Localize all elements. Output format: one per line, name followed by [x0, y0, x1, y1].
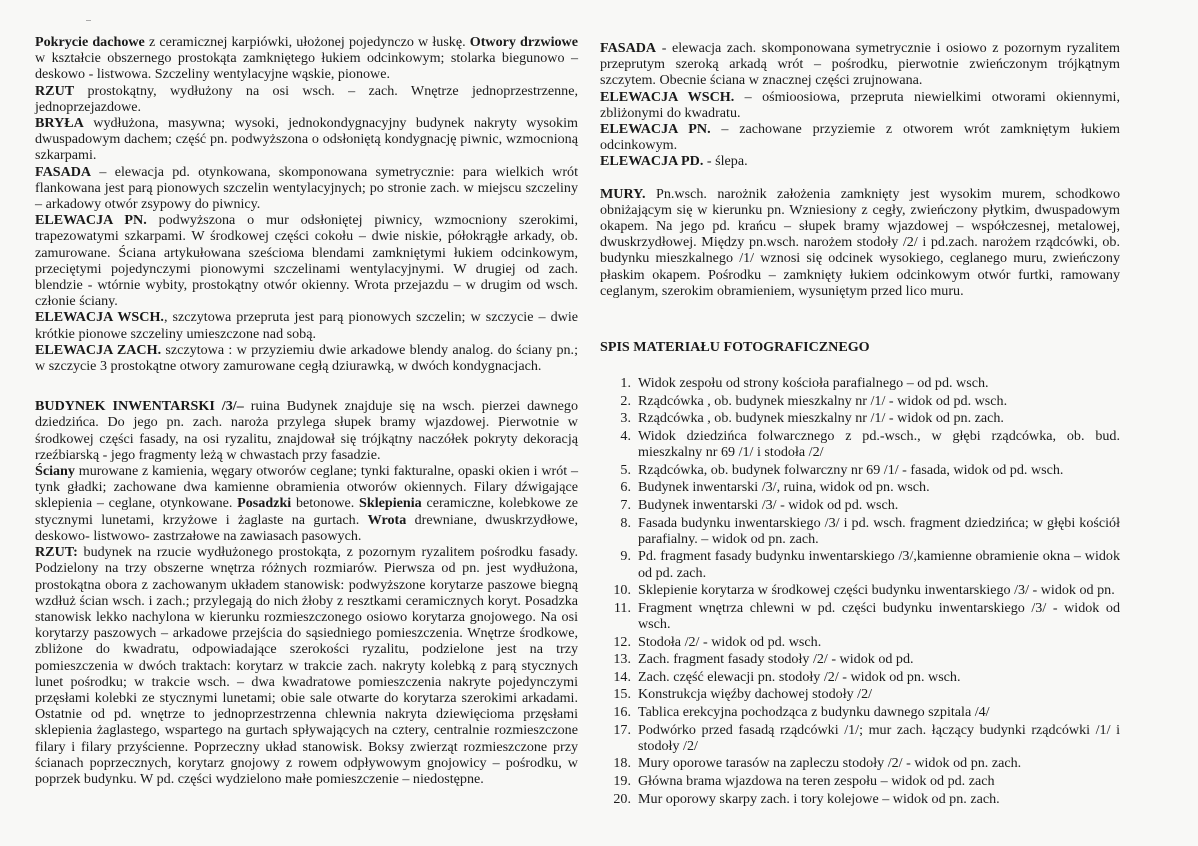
list-item-text: Zach. fragment fasady stodoły /2/ - widok od pd. — [638, 651, 914, 668]
term-north-elevation-2: ELEWACJA PN. — [600, 121, 711, 138]
text-south-elevation: - ślepa. — [703, 153, 748, 170]
list-item-text: Mury oporowe tarasów na zapleczu stodoły /2/ - widok od pn. zach. — [638, 755, 1022, 772]
term-walls: Ściany — [35, 463, 75, 480]
paragraph-east-elevation — [35, 309, 578, 341]
text-livestock-building: ruina Budynek znajduje się na wsch. pierzei dawnego dziedzińca. Do jego pn. zach. naroża przylega słupek bramy wjazdowej. Pierwotnie w środkowej części fasady, na osi ryzalitu, znajdował się trójkątny naczółek pokryty dekoracją rzeźbiarską - jego fragmenty leżą w chwastach przy fasadzie. — [35, 398, 579, 463]
paragraph-massing — [35, 115, 578, 164]
list-item-number: 19. — [613, 772, 631, 789]
list-item-number: 16. — [613, 703, 631, 720]
list-item-number: 9. — [620, 548, 631, 565]
list-item-text: Rządcówka, ob. budynek folwarczny nr 69 /1/ - fasada, widok od pd. wsch. — [638, 461, 1064, 478]
list-item — [600, 428, 1120, 460]
text-plan: prostokątny, wydłużony na osi wsch. – zach. Wnętrze jednoprzestrzenne, jednoprzejazdowe. — [35, 82, 578, 115]
list-item-number: 15. — [613, 686, 631, 703]
list-item-text: Mur oporowy skarpy zach. i tory kolejowe – widok od pn. zach. — [638, 790, 1000, 807]
list-item — [600, 686, 1120, 702]
list-item — [600, 600, 1120, 632]
paragraph-facade-west — [600, 40, 1120, 89]
text-gates: drewniane, dwuskrzydłowe, deskowo- listwowo- zastrzałowe na zawiasach pasowych. — [35, 511, 578, 544]
text-east-elevation-2: – ośmioosiowa, przepruta niewielkimi otworami okiennymi, zbliżonymi do kwadratu. — [600, 88, 1120, 121]
list-item-text: Fasada budynku inwentarskiego /3/ i pd. wsch. fragment dziedzińca; w głębi kościół parafialny. – widok od pn. zach. — [638, 514, 1120, 547]
paragraph-roof-doors — [35, 34, 578, 83]
text-west-elevation: szczytowa : w przyziemiu dwie arkadowe blendy analog. do ściany pn.; w szczycie 3 prostokątne otwory zamurowane cegłą dziurawką, w dwóch kondygnacjach. — [35, 341, 578, 375]
paragraph-walls — [35, 463, 578, 544]
list-item — [600, 669, 1120, 685]
paragraph-facade — [35, 164, 578, 213]
list-item — [600, 375, 1120, 391]
term-walls-enclosure: MURY. — [600, 185, 646, 202]
list-item — [600, 651, 1120, 667]
list-item-text: Zach. część elewacji pn. stodoły /2/ - widok od pn. wsch. — [638, 668, 961, 685]
list-item-text: Fragment wnętrza chlewni w pd. części budynku inwentarskiego /3/ - widok od wsch. — [638, 599, 1120, 632]
list-item-text: Budynek inwentarski /3/ - widok od pd. wsch. — [638, 497, 899, 514]
text-north-elevation: podwyższona o mur odsłoniętej piwnicy, wzmocniony szerokimi, trapezowatymi szkarpami. W środkowej części cokołu – dwie niskie, półokrągłe arkady, ob. zamurowane. Ściana artykułowana sześciома blendami zamkniętymi łukiem odcinkowym, przeciętymi pojedynczymi pionowymi szczelinami wentylacyjnymi. W drugiej od zach. blendzie - wtórnie wybity, prostokątny otwór okienny. Wrota przejazdu – w drugim od wsch. członie ściany. — [35, 212, 578, 310]
spacer — [600, 170, 1120, 186]
term-roof: Pokrycie dachowe — [35, 34, 145, 50]
paragraph-west-elevation — [35, 342, 578, 374]
list-item-number: 5. — [620, 461, 631, 478]
list-item-text: Podwórko przed fasadą rządcówki /1/; mur zach. łączący budynki rządcówki /1/ i stodoły /2/ — [638, 721, 1120, 754]
list-item-number: 2. — [620, 392, 631, 409]
list-item — [600, 479, 1120, 495]
paragraph-plan — [35, 83, 578, 115]
list-item-number: 13. — [613, 651, 631, 668]
paragraph-livestock-plan — [35, 544, 578, 787]
term-doors: Otwory drzwiowe — [469, 34, 578, 50]
term-gates: Wrota — [367, 511, 407, 528]
list-item — [600, 462, 1120, 478]
text-roof: z ceramicznej karpiówki, ułożonej pojedynczo w łuskę. — [144, 34, 470, 50]
term-south-elevation: ELEWACJA PD. — [600, 153, 704, 170]
list-item-number: 12. — [613, 633, 631, 650]
list-item-text: Rządcówka , ob. budynek mieszkalny nr /1/ - widok od pd. wsch. — [638, 392, 1008, 409]
list-item — [600, 548, 1120, 580]
list-item-number: 1. — [620, 375, 631, 392]
list-item-number: 6. — [620, 479, 631, 496]
text-doors: w kształcie obszernego prostokąta zamkniętego łukiem odcinkowym; stolarka biegunowo – deskowo - listwowa. Szczeliny wentylacyjne wąskie, pionowe. — [35, 50, 578, 83]
text-east-elevation: , szczytowa przeprutа jest parą pionowych szczelin; w szczycie – dwie krótkie pionowe szczeliny umieszczone nad sobą. — [35, 309, 578, 342]
text-massing: wydłużona, masywna; wysoki, jednokondygnacyjny budynek nakryty wysokim dwuspadowym dachem; część pn. podwyższona o odsłoniętą kondygnację piwnic, wzmocnioną szkarpami. — [35, 115, 578, 164]
left-column — [35, 34, 578, 787]
list-item-number: 3. — [620, 410, 631, 427]
paragraph-walls-enclosure — [600, 186, 1120, 299]
paragraph-north-elevation — [35, 212, 578, 309]
list-item-text: Stodoła /2/ - widok od pd. wsch. — [638, 633, 822, 650]
text-walls: murowane z kamienia, węgary otworów ceglane; tynki fakturalne, opaski okien i wrót – tynk gładki; zachowane dwa kamienne obramienia otworów okiennych. Filary dźwigające sklepienia – ceglane, otynkowane. — [35, 463, 578, 512]
list-item — [600, 410, 1120, 426]
list-item-number: 20. — [613, 790, 631, 807]
list-item-text: Konstrukcja więźby dachowej stodoły /2/ — [638, 686, 873, 703]
list-item-number: 7. — [620, 497, 631, 514]
term-facade: FASADA — [35, 163, 92, 180]
term-massing: BRYŁA — [35, 115, 84, 132]
list-item-text: Główna brama wjazdowa na teren zespołu – widok od pd. zach — [638, 772, 995, 789]
list-item — [600, 515, 1120, 547]
term-north-elevation: ELEWACJA PN. — [35, 212, 147, 229]
list-item-text: Pd. fragment fasady budynku inwentarskiego /3/,kamienne obramienie okna – widok od pd. zach. — [638, 548, 1120, 581]
term-floors: Posadzki — [237, 495, 292, 512]
photo-list — [600, 375, 1120, 807]
term-west-elevation: ELEWACJA ZACH. — [35, 341, 162, 358]
text-facade-west: - elewacja zach. skomponowana symetrycznie i osiowo z pozornym ryzalitem przeprutym szeroką arkadą wrót – pośrodku, pierwotnie zwieńczonym trójkątnym szczytem. Obecnie ściana w znacznej części zrujnowana. — [600, 40, 1120, 89]
term-plan: RZUT — [35, 82, 75, 99]
text-floors: betonowe. — [291, 495, 360, 512]
list-item-number: 10. — [613, 582, 631, 599]
list-item-text: Tablica erekcyjna pochodząca z budynku dawnego szpitala /4/ — [638, 703, 990, 720]
text-facade: – elewacja pd. otynkowana, skomponowana symetrycznie: para wielkich wrót flankowana jest parą pionowych szczelin wentylacyjnych; po stronie zach. w miejscu szczeliny – arkadowy otwór zsypowy do piwnicy. — [35, 163, 578, 213]
list-item — [600, 582, 1120, 598]
text-walls-enclosure: Pn.wsch. narożnik założenia zamknięty jest wysokim murem, schodkowo obniżającym się w kierunku pn. Wzniesiony z cegły, zwieńczony płytkim, dwuspadowym okapem. Na jego pd. krańcu – słupek bramy wjazdowej – współczesnej, metalowej, dwuskrzydłowej. Między pn.wsch. narożem stodoły /2/ i pd.zach. narożem rządcówki, ob. budynku mieszkalnego /1/ wznosi się odcinek wysokiego, ceglanego muru, zwieńczony płaskim okapem. Pośrodku – zamknięty łukiem odcinkowym otwór furtki, ramowany ceglanym, szerokim obramieniem, wysuniętym przed lico muru. — [600, 185, 1120, 299]
term-east-elevation: ELEWACJA WSCH. — [35, 309, 164, 326]
text-north-elevation-2: – zachowane przyziemie z otworem wrót zamkniętym łukiem odcinkowym. — [600, 121, 1120, 154]
list-item — [600, 791, 1120, 807]
list-item-text: Widok dziedzińca folwarcznego z pd.-wsch., w głębi rządcówka, ob. bud. mieszkalny nr 69 /1/ i stodoła /2/ — [638, 428, 1120, 461]
list-item-number: 17. — [613, 721, 631, 738]
spacer — [35, 374, 578, 398]
scan-mark — [86, 20, 91, 21]
list-item — [600, 393, 1120, 409]
list-item — [600, 773, 1120, 789]
term-east-elevation-2: ELEWACJA WSCH. — [600, 88, 735, 105]
list-item-number: 18. — [613, 755, 631, 772]
text-livestock-plan: budynek na rzucie wydłużonego prostokąta, z pozornym ryzalitem pośrodku fasady. Podzielony na trzy obszerne wnętrza różnych rozmiarów. Pierwsza od pn. jest wydłużona, prostokątna obora z zachowanym układem stanowisk: podwyższone korytarze paszowe biegną wzdłuż ścian wsch. i zach.; przylegają do nich żłoby z resztkami ceramicznych koryt. Posadzka stanowisk lekko nachylona w kierunku rozmieszczonego osiowo korytarza gnojowego. Na osi korytarzy paszowych – arkadowe przejścia do sąsiedniego pomieszczenia. Wnętrze środkowe, zbliżone do kwadratu, odpowiadające szerokości ryzalitu, podzielone jest na trzy pomieszczenia w dwóch traktach: korytarz w trakcie zach. nakryty kolebką z parą stycznych lunet pośrodku; w trakcie wsch. – dwa kwadratowe pomieszczenia nakryte pojedynczymi przęsłami kolebki ze stycznymi lunetami; obie sale otwarte do korytarza szerokimi arkadami. Ostatnie od pd. wnętrze to jednoprzestrzenna chlewnia nakryta dziewięcioma przęsłami sklepienia żaglastego, wspartego na gurtach spływających na cztery, centralnie rozmieszczone filary i filary przyścienne. Poprzeczny układ stanowisk. Boksy zwierząt rozmieszczone przy ścianach poprzecznych, korytarz gnojowy z rowem odpływowym gnojowicy – pośrodku, w poprzek budynku. W pd. części wydzielono małe pomieszczenie – niedostępne. — [35, 544, 578, 787]
paragraph-north-elevation-2 — [600, 121, 1120, 153]
list-item-number: 8. — [620, 514, 631, 531]
list-item — [600, 634, 1120, 650]
list-item-number: 14. — [613, 668, 631, 685]
photo-list-heading: SPIS MATERIAŁU FOTOGRAFICZNEGO — [600, 339, 870, 356]
paragraph-south-elevation — [600, 153, 1120, 169]
list-item-text: Rządcówka , ob. budynek mieszkalny nr /1/ - widok od pn. zach. — [638, 410, 1004, 427]
right-column — [600, 40, 1120, 808]
list-item — [600, 755, 1120, 771]
text-vaults: ceramiczne, kolebkowe ze stycznymi lunetami, krzyżowe i żaglaste na gurtach. — [35, 495, 578, 528]
list-item — [600, 722, 1120, 754]
list-item — [600, 704, 1120, 720]
paragraph-livestock-building — [35, 398, 578, 463]
term-livestock-building: BUDYNEK INWENTARSKI /3/– — [35, 398, 244, 415]
paragraph-east-elevation-2 — [600, 89, 1120, 121]
list-item-number: 4. — [620, 428, 631, 445]
spacer — [600, 299, 1120, 339]
term-vaults: Sklepienia — [359, 495, 422, 512]
list-item — [600, 497, 1120, 513]
term-facade-west: FASADA — [600, 40, 657, 56]
list-item-text: Sklepienie korytarza w środkowej części budynku inwentarskiego /3/ - widok od pn. — [638, 582, 1115, 599]
list-item-text: Budynek inwentarski /3/, ruina, widok od pn. wsch. — [638, 479, 930, 496]
term-livestock-plan: RZUT: — [35, 544, 78, 561]
list-item-number: 11. — [613, 599, 631, 616]
spacer — [600, 355, 1120, 375]
list-item-text: Widok zespołu od strony kościoła parafialnego – od pd. wsch. — [638, 375, 989, 392]
